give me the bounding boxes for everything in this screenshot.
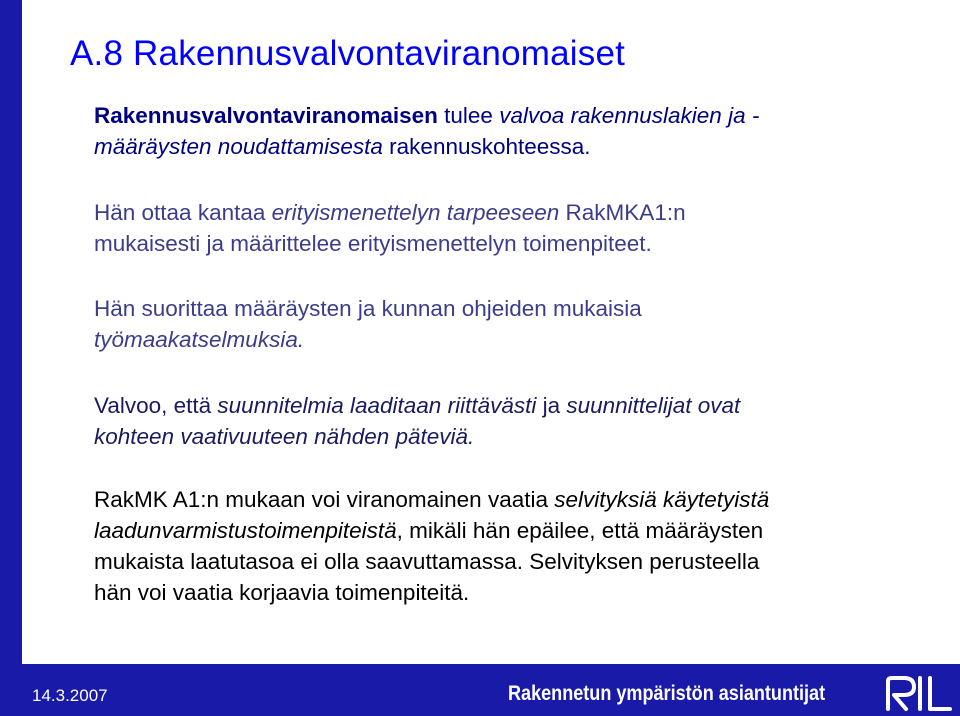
paragraph-text: rakennuskohteessa.	[382, 134, 591, 159]
paragraph-plans-competence	[94, 390, 740, 452]
paragraph-emphasis: selvityksiä käytetyistä	[554, 487, 770, 512]
paragraph-text: mukaisesti ja määrittelee erityismenettelyn toimenpiteet.	[94, 231, 652, 256]
slide-title: A.8 Rakennusvalvontaviranomaiset	[70, 34, 626, 73]
paragraph-emphasis: valvoa rakennuslakien ja -	[499, 103, 760, 128]
paragraph-emphasis: työmaakatselmuksia.	[94, 327, 305, 352]
paragraph-text: , mikäli hän epäilee, että määräysten	[396, 518, 764, 543]
paragraph-emphasis: laadunvarmistustoimenpiteistä	[94, 518, 397, 543]
paragraph-text: Hän ottaa kantaa	[94, 200, 272, 225]
footer-date: 14.3.2007	[32, 686, 108, 705]
paragraph-emphasis: erityismenettelyn tarpeeseen	[271, 200, 560, 225]
paragraph-emphasis: suunnittelijat ovat	[566, 393, 741, 418]
paragraph-supervision	[94, 100, 759, 162]
paragraph-emphasis: suunnitelmia laaditaan riittävästi	[217, 393, 537, 418]
paragraph-text: mukaista laatutasoa ei olla saavuttamassa. Selvityksen perusteella	[94, 549, 760, 574]
paragraph-emphasis: kohteen vaativuuteen nähden päteviä.	[94, 424, 475, 449]
paragraph-site-inspections	[94, 293, 642, 355]
paragraph-text: RakMKA1:n	[559, 200, 686, 225]
paragraph-text: hän voi vaatia korjaavia toimenpiteitä.	[94, 580, 470, 605]
ril-logo-icon	[884, 676, 954, 712]
footer-organization: Rakennetun ympäristön asiantuntijat	[508, 682, 826, 705]
paragraph-special-procedure	[94, 197, 686, 259]
paragraph-emphasis: määräysten noudattamisesta	[94, 134, 383, 159]
paragraph-text: ja	[536, 393, 567, 418]
paragraph-text: tulee	[437, 103, 500, 128]
paragraph-text: Rakennusvalvontaviranomaisen	[94, 103, 438, 128]
paragraph-text: Valvoo, että	[94, 393, 218, 418]
paragraph-quality-reports	[94, 484, 769, 608]
footer-bar	[0, 664, 960, 716]
left-accent-bar	[0, 0, 22, 664]
paragraph-text: Hän suorittaa määräysten ja kunnan ohjeiden mukaisia	[94, 296, 642, 321]
paragraph-text: RakMK A1:n mukaan voi viranomainen vaatia	[94, 487, 555, 512]
